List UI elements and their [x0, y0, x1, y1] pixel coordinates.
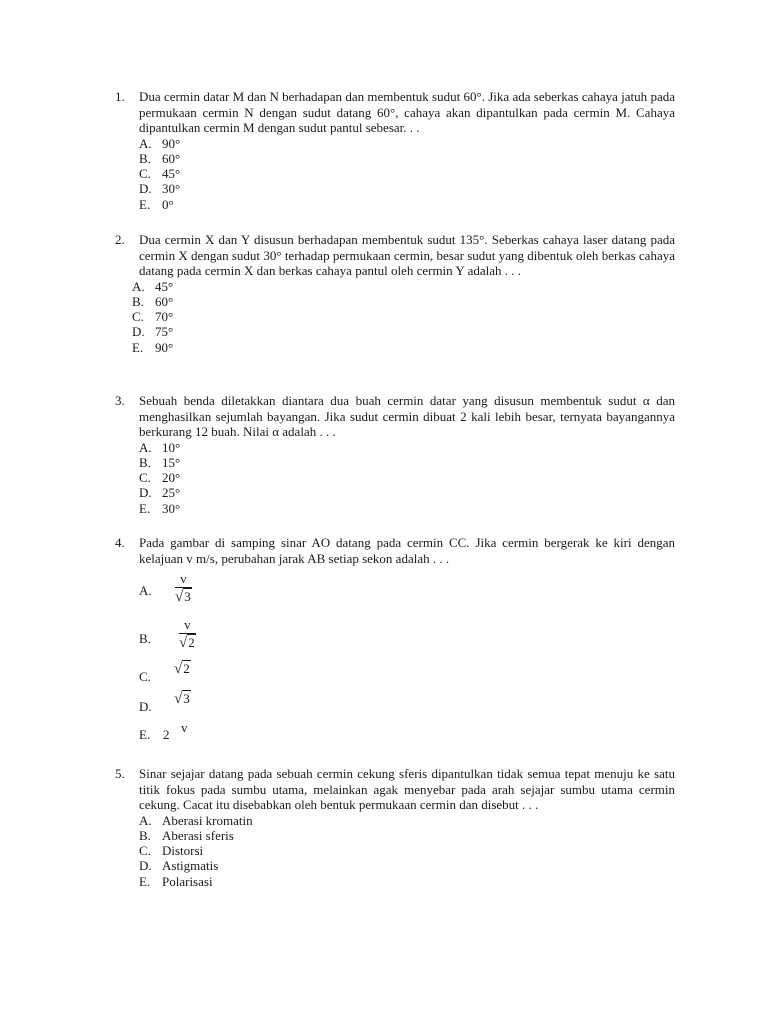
question-text: Pada gambar di samping sinar AO datang pada cermin CC. Jika cermin bergerak ke kiri dengan kelajuan v m/s, perubahan jarak AB setiap sekon adalah . . . — [139, 535, 675, 566]
option-text: 20° — [162, 470, 181, 486]
option-b[interactable] — [132, 294, 675, 309]
question-text: Dua cermin X dan Y disusun berhadapan membentuk sudut 135°. Seberkas cahaya laser datang pada cermin X dengan sudut 30° terhadap permukaan cermin, besar sudut yang dibentuk oleh berkas cahaya datang pada cermin X dan berkas cahaya pantul oleh cermin Y adalah . . . — [139, 232, 675, 278]
option-text: 70° — [155, 309, 174, 325]
radical-icon: √ — [175, 588, 184, 605]
question-text: Sinar sejajar datang pada sebuah cermin cekung sferis dipantulkan tidak semua tepat menuju ke satu titik fokus pada sumbu utama, melainkan agak menyebar pada arah sejajar sumbu utama cermin cekung. Cacat itu disebabkan oleh bentuk permukaan cermin dan disebut . . . — [139, 766, 675, 812]
option-text: 30° — [162, 181, 181, 197]
radicand: 2 — [183, 661, 190, 676]
option-text: Aberasi kromatin — [162, 812, 253, 828]
option-letter: E. — [139, 196, 151, 212]
option-letter: E. — [139, 500, 151, 516]
question-number: 4. — [115, 535, 125, 550]
question-3 — [115, 393, 675, 516]
option-text: Astigmatis — [162, 858, 219, 874]
option-a[interactable] — [139, 136, 675, 151]
option-letter: D. — [132, 324, 145, 340]
option-text: 90° — [162, 135, 181, 151]
radical-icon: √ — [179, 634, 188, 651]
option-b[interactable] — [139, 828, 675, 843]
radical-icon: √ — [174, 661, 183, 677]
option-d[interactable] — [139, 858, 675, 873]
radicand: 2 — [188, 634, 195, 650]
option-e[interactable] — [139, 501, 675, 516]
question-number: 1. — [115, 89, 125, 104]
option-d[interactable] — [132, 324, 675, 339]
option-letter: B. — [139, 631, 151, 646]
option-letter: B. — [139, 827, 151, 843]
option-text: 60° — [162, 150, 181, 166]
option-text: 0° — [162, 196, 174, 212]
option-letter: B. — [139, 454, 151, 470]
options-list — [132, 279, 675, 355]
radical-icon: √ — [174, 691, 183, 707]
option-d[interactable] — [139, 181, 675, 196]
option-letter: D. — [139, 485, 152, 501]
option-text: 15° — [162, 454, 181, 470]
option-b[interactable] — [139, 617, 239, 653]
square-root — [175, 589, 192, 606]
option-e[interactable] — [139, 720, 239, 745]
option-text: 45° — [162, 166, 181, 182]
square-root — [179, 635, 196, 652]
question-2 — [115, 232, 675, 355]
option-letter: A. — [132, 278, 145, 294]
numerator: v — [180, 571, 187, 586]
option-letter: A. — [139, 583, 152, 598]
option-letter: C. — [139, 843, 151, 859]
option-c[interactable] — [139, 166, 675, 181]
option-letter: B. — [132, 293, 144, 309]
option-a[interactable] — [139, 813, 675, 828]
options-list — [139, 813, 675, 889]
option-b[interactable] — [139, 151, 675, 166]
option-letter: D. — [139, 858, 152, 874]
option-d[interactable] — [139, 485, 675, 500]
option-letter: C. — [139, 166, 151, 182]
option-text: 2 — [163, 727, 170, 742]
option-a[interactable] — [139, 571, 239, 607]
option-a[interactable] — [139, 440, 675, 455]
option-e[interactable] — [132, 340, 675, 355]
option-letter: D. — [139, 181, 152, 197]
option-letter: D. — [139, 699, 152, 714]
question-number: 2. — [115, 232, 125, 247]
question-number: 5. — [115, 766, 125, 781]
option-b[interactable] — [139, 455, 675, 470]
option-d[interactable] — [139, 691, 239, 715]
option-letter: E. — [139, 873, 151, 889]
radicand: 3 — [184, 588, 191, 604]
option-letter: E. — [132, 339, 144, 355]
fraction — [179, 617, 196, 651]
option-letter: C. — [132, 309, 144, 325]
numerator: v — [184, 617, 191, 632]
option-text: 90° — [155, 339, 174, 355]
question-number: 3. — [115, 393, 125, 408]
option-c[interactable] — [132, 309, 675, 324]
denominator — [175, 587, 192, 606]
question-text: Sebuah benda diletakkan diantara dua buah cermin datar yang disusun membentuk sudut α dan menghasilkan sejumlah bayangan. Jika sudut cermin dibuat 2 kali lebih besar, ternyata bayangannya berkurang 12 buah. Nilai α adalah . . . — [139, 393, 675, 439]
option-text: Polarisasi — [162, 873, 213, 889]
question-5 — [115, 766, 675, 889]
question-4 — [115, 535, 675, 745]
fraction — [175, 571, 192, 605]
option-text: 60° — [155, 293, 174, 309]
square-root — [174, 661, 191, 678]
option-text: 45° — [155, 278, 174, 294]
options-list — [139, 440, 675, 516]
radicand: 3 — [183, 691, 190, 706]
question-1 — [115, 89, 675, 212]
option-text: 75° — [155, 324, 174, 340]
question-text: Dua cermin datar M dan N berhadapan dan membentuk sudut 60°. Jika ada seberkas cahaya jatuh pada permukaan cermin N dengan sudut datang 60°, cahaya akan dipantulkan pada cermin M. Cahaya dipantulkan cermin M dengan sudut pantul sebesar. . . — [139, 89, 675, 135]
option-letter: A. — [139, 812, 152, 828]
option-e[interactable] — [139, 874, 675, 889]
option-letter: A. — [139, 135, 152, 151]
option-letter: C. — [139, 669, 151, 684]
option-letter: E. — [139, 727, 151, 742]
option-text: 30° — [162, 500, 181, 516]
option-letter: C. — [139, 470, 151, 486]
option-c[interactable] — [139, 470, 675, 485]
denominator — [179, 633, 196, 652]
option-c[interactable] — [139, 661, 239, 685]
superscript: v — [181, 720, 188, 735]
option-a[interactable] — [132, 279, 675, 294]
option-text: Aberasi sferis — [162, 827, 234, 843]
square-root — [174, 691, 191, 708]
option-c[interactable] — [139, 843, 675, 858]
option-e[interactable] — [139, 197, 675, 212]
option-text: 10° — [162, 439, 181, 455]
option-letter: A. — [139, 439, 152, 455]
option-letter: B. — [139, 150, 151, 166]
option-text: 25° — [162, 485, 181, 501]
options-list — [139, 136, 675, 212]
option-text: Distorsi — [162, 843, 204, 859]
